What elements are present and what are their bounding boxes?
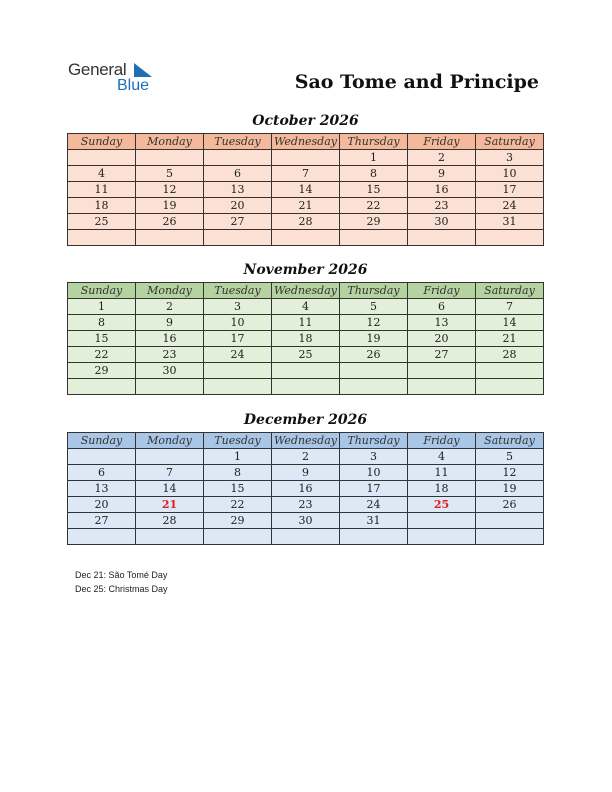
holiday-note: Dec 25: Christmas Day bbox=[75, 584, 168, 594]
day-cell: 18 bbox=[408, 481, 476, 497]
day-cell bbox=[272, 150, 340, 166]
day-cell: 27 bbox=[68, 513, 136, 529]
day-cell: 12 bbox=[136, 182, 204, 198]
day-cell: 15 bbox=[68, 331, 136, 347]
day-cell: 13 bbox=[408, 315, 476, 331]
day-cell: 16 bbox=[408, 182, 476, 198]
day-cell: 27 bbox=[204, 214, 272, 230]
day-cell: 9 bbox=[136, 315, 204, 331]
logo-blue-text: Blue bbox=[117, 77, 150, 94]
day-cell: 11 bbox=[68, 182, 136, 198]
day-cell: 4 bbox=[68, 166, 136, 182]
day-cell: 22 bbox=[68, 347, 136, 363]
day-cell: 9 bbox=[408, 166, 476, 182]
day-cell: 25 bbox=[272, 347, 340, 363]
week-row bbox=[68, 347, 544, 363]
day-cell bbox=[68, 230, 136, 246]
day-cell: 17 bbox=[340, 481, 408, 497]
day-cell: 30 bbox=[136, 363, 204, 379]
calendar-table bbox=[67, 133, 544, 246]
week-row bbox=[68, 379, 544, 395]
weekday-header: Wednesday bbox=[272, 283, 340, 299]
day-cell: 19 bbox=[340, 331, 408, 347]
day-cell: 29 bbox=[68, 363, 136, 379]
day-cell: 7 bbox=[272, 166, 340, 182]
day-cell bbox=[68, 379, 136, 395]
day-cell: 4 bbox=[408, 449, 476, 465]
weekday-header: Monday bbox=[136, 433, 204, 449]
calendar-table bbox=[67, 432, 544, 545]
day-cell: 14 bbox=[272, 182, 340, 198]
day-cell: 10 bbox=[476, 166, 544, 182]
day-cell: 2 bbox=[408, 150, 476, 166]
day-cell: 20 bbox=[68, 497, 136, 513]
day-cell: 30 bbox=[408, 214, 476, 230]
day-cell bbox=[340, 230, 408, 246]
day-cell: 14 bbox=[476, 315, 544, 331]
weekday-header-row bbox=[68, 283, 544, 299]
day-cell: 24 bbox=[204, 347, 272, 363]
day-cell: 12 bbox=[340, 315, 408, 331]
day-cell: 24 bbox=[476, 198, 544, 214]
day-cell: 22 bbox=[204, 497, 272, 513]
holiday-note: Dec 21: São Tomé Day bbox=[75, 570, 168, 580]
day-cell: 28 bbox=[476, 347, 544, 363]
day-cell bbox=[408, 513, 476, 529]
day-cell bbox=[136, 230, 204, 246]
day-cell bbox=[476, 529, 544, 545]
day-cell: 23 bbox=[408, 198, 476, 214]
weekday-header: Thursday bbox=[340, 433, 408, 449]
day-cell bbox=[408, 363, 476, 379]
week-row bbox=[68, 214, 544, 230]
day-cell: 5 bbox=[476, 449, 544, 465]
day-cell: 26 bbox=[136, 214, 204, 230]
weekday-header: Tuesday bbox=[204, 283, 272, 299]
week-row bbox=[68, 465, 544, 481]
day-cell: 1 bbox=[68, 299, 136, 315]
day-cell: 16 bbox=[136, 331, 204, 347]
weekday-header: Wednesday bbox=[272, 134, 340, 150]
day-cell: 2 bbox=[272, 449, 340, 465]
week-row bbox=[68, 363, 544, 379]
week-row bbox=[68, 182, 544, 198]
weekday-header: Friday bbox=[408, 433, 476, 449]
day-cell: 24 bbox=[340, 497, 408, 513]
day-cell bbox=[136, 379, 204, 395]
day-cell: 7 bbox=[476, 299, 544, 315]
day-cell bbox=[340, 379, 408, 395]
logo-general-text: General bbox=[68, 60, 127, 79]
day-cell: 6 bbox=[204, 166, 272, 182]
day-cell: 11 bbox=[408, 465, 476, 481]
month-title: October 2026 bbox=[252, 113, 359, 129]
day-cell: 26 bbox=[340, 347, 408, 363]
weekday-header: Sunday bbox=[68, 134, 136, 150]
day-cell: 23 bbox=[272, 497, 340, 513]
day-cell: 19 bbox=[476, 481, 544, 497]
day-cell: 9 bbox=[272, 465, 340, 481]
day-cell bbox=[476, 363, 544, 379]
day-cell: 30 bbox=[272, 513, 340, 529]
logo-triangle-icon bbox=[134, 63, 152, 77]
weekday-header: Tuesday bbox=[204, 134, 272, 150]
day-cell: 18 bbox=[272, 331, 340, 347]
day-cell: 8 bbox=[340, 166, 408, 182]
day-cell: 25 bbox=[408, 497, 476, 513]
day-cell: 7 bbox=[136, 465, 204, 481]
week-row bbox=[68, 513, 544, 529]
day-cell: 29 bbox=[340, 214, 408, 230]
day-cell bbox=[272, 363, 340, 379]
day-cell: 25 bbox=[68, 214, 136, 230]
day-cell: 10 bbox=[340, 465, 408, 481]
day-cell: 5 bbox=[136, 166, 204, 182]
day-cell bbox=[408, 230, 476, 246]
day-cell: 23 bbox=[136, 347, 204, 363]
weekday-header-row bbox=[68, 433, 544, 449]
day-cell: 12 bbox=[476, 465, 544, 481]
day-cell: 5 bbox=[340, 299, 408, 315]
day-cell: 26 bbox=[476, 497, 544, 513]
day-cell: 3 bbox=[340, 449, 408, 465]
weekday-header: Friday bbox=[408, 283, 476, 299]
week-row bbox=[68, 331, 544, 347]
month-title: November 2026 bbox=[243, 262, 368, 278]
day-cell: 31 bbox=[476, 214, 544, 230]
day-cell: 29 bbox=[204, 513, 272, 529]
day-cell: 31 bbox=[340, 513, 408, 529]
week-row bbox=[68, 166, 544, 182]
weekday-header: Thursday bbox=[340, 283, 408, 299]
day-cell: 18 bbox=[68, 198, 136, 214]
day-cell: 20 bbox=[408, 331, 476, 347]
day-cell bbox=[68, 150, 136, 166]
weekday-header: Wednesday bbox=[272, 433, 340, 449]
week-row bbox=[68, 529, 544, 545]
weekday-header: Tuesday bbox=[204, 433, 272, 449]
week-row bbox=[68, 230, 544, 246]
day-cell bbox=[408, 529, 476, 545]
day-cell bbox=[136, 529, 204, 545]
day-cell bbox=[476, 379, 544, 395]
weekday-header: Saturday bbox=[476, 283, 544, 299]
day-cell bbox=[476, 513, 544, 529]
day-cell: 4 bbox=[272, 299, 340, 315]
day-cell: 21 bbox=[272, 198, 340, 214]
day-cell: 22 bbox=[340, 198, 408, 214]
country-title: Sao Tome and Principe bbox=[294, 71, 539, 93]
day-cell: 8 bbox=[68, 315, 136, 331]
weekday-header: Friday bbox=[408, 134, 476, 150]
weekday-header: Thursday bbox=[340, 134, 408, 150]
weekday-header: Saturday bbox=[476, 134, 544, 150]
day-cell bbox=[68, 449, 136, 465]
day-cell: 14 bbox=[136, 481, 204, 497]
day-cell: 10 bbox=[204, 315, 272, 331]
day-cell: 1 bbox=[340, 150, 408, 166]
weekday-header: Saturday bbox=[476, 433, 544, 449]
day-cell: 8 bbox=[204, 465, 272, 481]
weekday-header: Sunday bbox=[68, 283, 136, 299]
week-row bbox=[68, 481, 544, 497]
day-cell: 1 bbox=[204, 449, 272, 465]
weekday-header: Monday bbox=[136, 283, 204, 299]
day-cell bbox=[340, 529, 408, 545]
week-row bbox=[68, 449, 544, 465]
day-cell: 16 bbox=[272, 481, 340, 497]
week-row bbox=[68, 497, 544, 513]
day-cell bbox=[272, 230, 340, 246]
week-row bbox=[68, 198, 544, 214]
weekday-header: Monday bbox=[136, 134, 204, 150]
calendar-table bbox=[67, 282, 544, 395]
day-cell bbox=[204, 150, 272, 166]
day-cell: 11 bbox=[272, 315, 340, 331]
weekday-header: Sunday bbox=[68, 433, 136, 449]
day-cell: 13 bbox=[204, 182, 272, 198]
day-cell: 21 bbox=[136, 497, 204, 513]
weekday-header-row bbox=[68, 134, 544, 150]
day-cell: 13 bbox=[68, 481, 136, 497]
day-cell: 20 bbox=[204, 198, 272, 214]
day-cell: 17 bbox=[204, 331, 272, 347]
week-row bbox=[68, 299, 544, 315]
day-cell: 3 bbox=[476, 150, 544, 166]
day-cell bbox=[272, 529, 340, 545]
day-cell: 27 bbox=[408, 347, 476, 363]
holiday-notes bbox=[75, 568, 168, 596]
day-cell: 17 bbox=[476, 182, 544, 198]
logo bbox=[68, 60, 158, 96]
day-cell: 21 bbox=[476, 331, 544, 347]
week-row bbox=[68, 315, 544, 331]
day-cell: 15 bbox=[204, 481, 272, 497]
day-cell bbox=[408, 379, 476, 395]
day-cell bbox=[204, 230, 272, 246]
day-cell bbox=[68, 529, 136, 545]
day-cell bbox=[204, 379, 272, 395]
day-cell: 15 bbox=[340, 182, 408, 198]
day-cell bbox=[136, 449, 204, 465]
day-cell bbox=[340, 363, 408, 379]
day-cell bbox=[136, 150, 204, 166]
day-cell: 2 bbox=[136, 299, 204, 315]
day-cell bbox=[204, 529, 272, 545]
day-cell bbox=[476, 230, 544, 246]
day-cell: 28 bbox=[136, 513, 204, 529]
day-cell: 6 bbox=[68, 465, 136, 481]
day-cell: 28 bbox=[272, 214, 340, 230]
day-cell bbox=[272, 379, 340, 395]
week-row bbox=[68, 150, 544, 166]
day-cell: 3 bbox=[204, 299, 272, 315]
day-cell: 19 bbox=[136, 198, 204, 214]
day-cell: 6 bbox=[408, 299, 476, 315]
day-cell bbox=[204, 363, 272, 379]
month-title: December 2026 bbox=[243, 412, 368, 428]
